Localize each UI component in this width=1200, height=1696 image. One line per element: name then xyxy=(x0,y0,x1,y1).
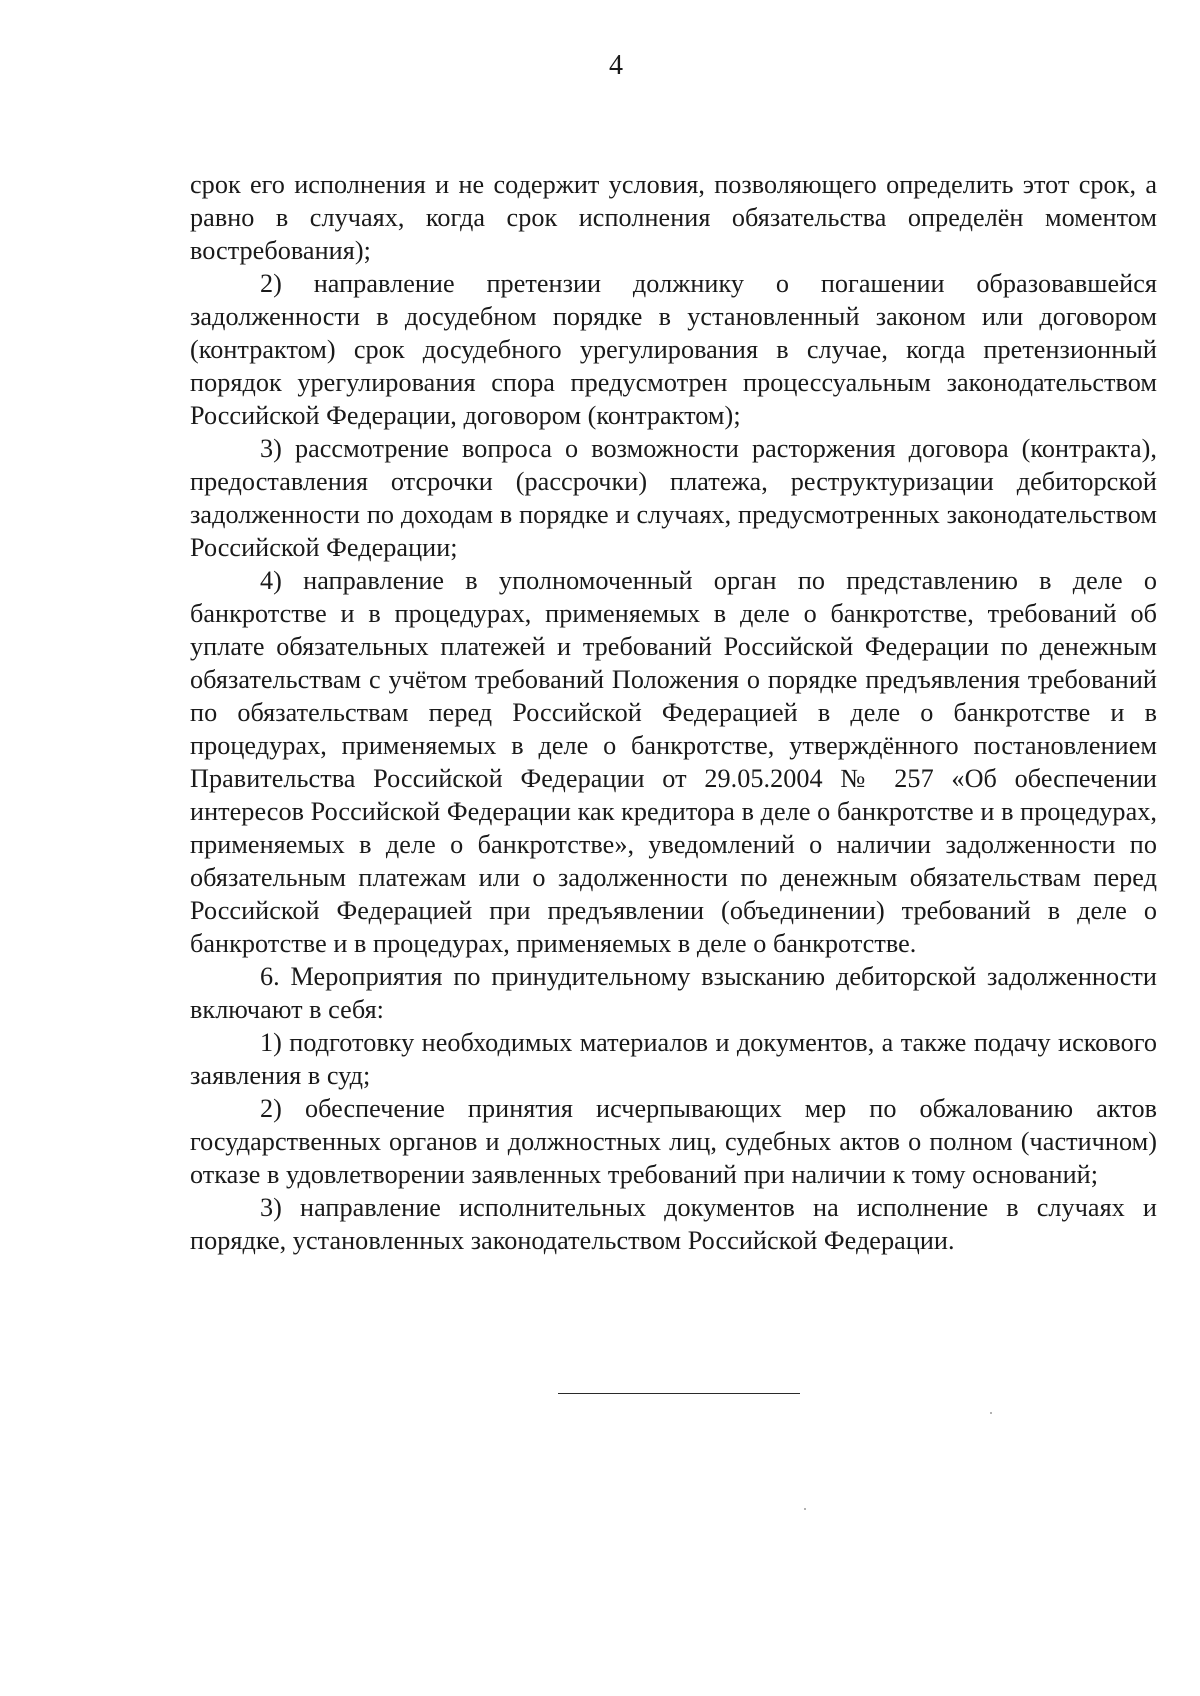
paragraph-section-6: 6. Мероприятия по принудительному взысканию дебиторской задолженности включают в себя: xyxy=(190,962,1157,1024)
paragraph-item-3-restructuring: 3) рассмотрение вопроса о возможности расторжения договора (контракта), предоставления отсрочки (рассрочки) платежа, реструктуризации дебиторской задолженности по доходам в порядке и случаях, предусмотренных законодательством Российской Федерации; xyxy=(190,434,1157,562)
paragraph-item-2-appeal: 2) обеспечение принятия исчерпывающих мер по обжалованию актов государственных органов и должностных лиц, судебных актов о полном (частичном) отказе в удовлетворении заявленных требований при наличии к тому оснований; xyxy=(190,1094,1157,1189)
paragraph-item-4-bankruptcy: 4) направление в уполномоченный орган по представлению в деле о банкротстве и в процедурах, применяемых в деле о банкротстве, требований об уплате обязательных платежей и требований Российской Федерации по денежным обязательствам с учётом требований Положения о порядке предъявления требований по обязательствам перед Российской Федерацией в деле о банкротстве и в процедурах, применяемых в деле о банкротстве, утверждённого постановлением Правительства Российской Федерации от 29.05.2004 № 257 «Об обеспечении интересов Российской Федерации как кредитора в деле о банкротстве и в процедурах, применяемых в деле о банкротстве», уведомлений о наличии задолженности по обязательным платежам или о задолженности по денежным обязательствам перед Российской Федерацией при предъявлении (объединении) требований в деле о банкротстве и в процедурах, применяемых в деле о банкротстве. xyxy=(190,566,1157,958)
paragraph-item-3-enforcement: 3) направление исполнительных документов на исполнение в случаях и порядке, установленных законодательством Российской Федерации. xyxy=(190,1193,1157,1255)
closing-divider-line xyxy=(558,1393,800,1394)
paragraph-item-2-claim: 2) направление претензии должнику о погашении образовавшейся задолженности в досудебном порядке в установленный законом или договором (контрактом) срок досудебного урегулирования в случае, когда претензионный порядок урегулирования спора предусмотрен процессуальным законодательством Российской Федерации, договором (контрактом); xyxy=(190,269,1157,430)
paragraph-item-1-lawsuit: 1) подготовку необходимых материалов и документов, а также подачу искового заявления в суд; xyxy=(190,1028,1157,1090)
page-number: 4 xyxy=(609,50,623,81)
scan-speck xyxy=(804,1508,806,1510)
document-body xyxy=(190,168,1157,1257)
scan-speck xyxy=(990,1412,992,1414)
paragraph-continuation: срок его исполнения и не содержит условия, позволяющего определить этот срок, а равно в случаях, когда срок исполнения обязательства определён моментом востребования); xyxy=(190,170,1157,265)
